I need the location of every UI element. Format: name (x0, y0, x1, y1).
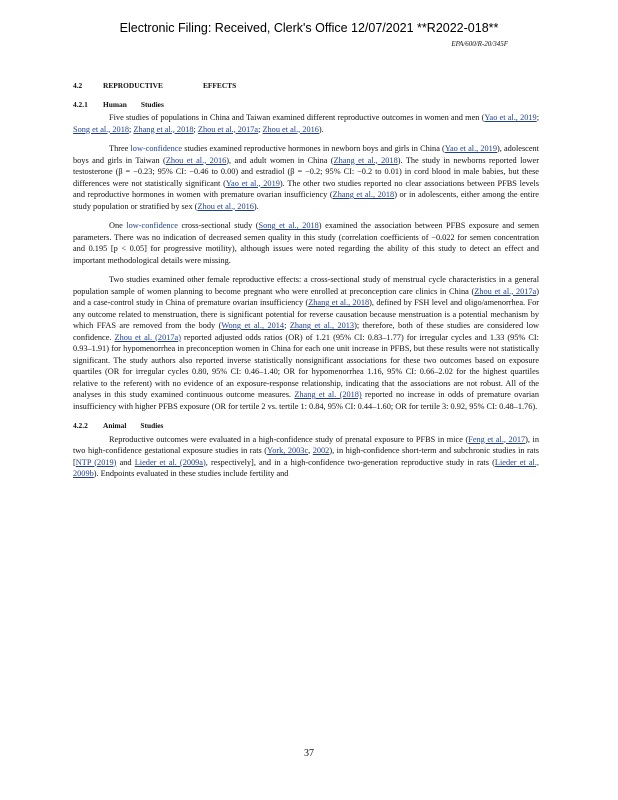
citation-link[interactable]: Lieder et al. (2009a) (134, 457, 206, 467)
citation-link[interactable]: Zhang et al., 2018 (332, 190, 395, 199)
citation-link[interactable]: Zhang et al., 2018 (133, 124, 194, 134)
citation-link[interactable]: Zhou et al., 2016 (262, 124, 319, 134)
citation-link[interactable]: Zhou et al., 2017a (474, 286, 537, 296)
citation-link[interactable]: Yao et al., 2019 (444, 144, 497, 153)
page-number: 37 (304, 748, 314, 759)
section-title: REPRODUCTIVE EFFECTS (103, 81, 237, 90)
paragraph-female-effects: Two studies examined other female reproductive effects: a cross-sectional study of menstrual cycle characteristics in a general population sample of women planning to become pregnant who were enrolled at preconception care clinics in China (Zhou et al., 2017a) and a case-control study in China of premature ovarian insufficiency (Zhang et al., 2018), defined by FSH level and oligo/amenorrhea. For any outcome related to menstruation, there is significant potential for reverse causation because menstruation is a potential mechanism by which FFAS are removed from the body (Wong et al., 2014; Zhang et al., 2013); therefore, both of these studies are considered low confidence. Zhou et al. (2017a) reported adjusted odds ratios (OR) of 1.21 (95% CI: 0.83–1.77) for irregular cycles and 1.33 (95% CI: 0.93–1.91) for hypomenorrhea in preconception women in China for each one unit increase in PFBS, but these results were not statistically significant. The study authors also reported inverse statistically nonsignificant associations for these two outcomes based on exposure quartiles (OR for irregular cycles 0.80, 95% CI: 0.46–1.40; OR for hypomenorrhea 1.16, 95% CI: 0.66–2.02 for the highest quartiles relative to the referent) with no evidence of an exposure-response relationship, indicating that the associations are not robust. All of the analyses in this study examined continuous outcome measures. Zhang et al. (2018) reported no increase in odds of premature ovarian insufficiency with higher PFBS exposure (OR for tertile 2 vs. tertile 1: 0.84, 95% CI: 0.44–1.60; OR for tertile 3: 0.92, 95% CI: 0.48–1.76). (73, 275, 539, 411)
citation-link[interactable]: Zhang et al., 2018 (308, 298, 370, 307)
paragraph-semen: One low-confidence cross-sectional study (Song et al., 2018) examined the association between PFBS exposure and semen parameters. There was no indication of decreased semen quality in this study (correlation coefficients of −0.022 for semen concentration and 0.195 [p < 0.05] for progressive motility), although issues were noted regarding the ability of this study to detect an effect and important methodological details were missing. (73, 221, 539, 265)
page-content (73, 80, 539, 480)
citation-link[interactable]: Zhang et al., 2013 (289, 321, 355, 330)
section-number: 4.2.2 (73, 421, 88, 430)
section-number: 4.2.1 (73, 99, 88, 109)
citation-link[interactable]: Zhou et al., 2016 (165, 155, 227, 165)
citation-link[interactable]: Feng et al., 2017 (468, 434, 526, 444)
citation-link[interactable]: Zhou et al., 2016 (197, 201, 254, 211)
section-heading-4-2-1 (73, 99, 539, 111)
citation-link[interactable]: York, 2003c (267, 446, 309, 455)
document-id: EPA/600/R-20/345F (451, 40, 508, 48)
citation-link[interactable]: Song et al., 2018 (258, 221, 319, 230)
citation-link[interactable]: Zhang et al., 2018 (333, 155, 398, 165)
section-number: 4.2 (73, 81, 83, 90)
citation-link[interactable]: Zhang et al. (2018) (294, 390, 362, 399)
citation-link[interactable]: 2002 (312, 446, 330, 455)
citation-link[interactable]: Song et al., 2018 (73, 124, 129, 134)
confidence-label: low-confidence (126, 221, 178, 230)
section-heading-4-2-2 (73, 420, 539, 432)
paragraph-hormones: Three low-confidence studies examined reproductive hormones in newborn boys and girls in China (Yao et al., 2019), adolescent boys and girls in Taiwan (Zhou et al., 2016), and adult women in China (Zhang et al., 2018). The study in newborns reported lower testosterone (β = −0.23; 95% CI: −0.46 to 0.00) and estradiol (β = −0.2; 95% CI: −0.2 to 0.01) in cord blood in male babies, but these differences were not statistically significant (Yao et al., 2019). The other two studies reported no clear associations between PFBS levels and reproductive hormones in women with premature ovarian insufficiency (Zhang et al., 2018) or in adolescents, either among the entire study population or stratified by sex (Zhou et al., 2016). (73, 144, 540, 211)
citation-link[interactable]: NTP (2019) (75, 457, 117, 467)
filing-stamp: Electronic Filing: Received, Clerk's Office 12/07/2021 **R2022-018** (119, 21, 499, 35)
citation-link[interactable]: Zhou et al., 2017a (197, 124, 259, 134)
section-title: Animal Studies (103, 421, 164, 430)
citation-link[interactable]: Lieder et al., 2009b (73, 457, 539, 478)
paragraph-human-overview: Five studies of populations in China and Taiwan examined different reproductive outcomes in women and men (Yao et al., 2019; Song et al., 2018; Zhang et al., 2018; Zhou et al., 2017a; Zhou et al., 2016). (73, 113, 539, 134)
citation-link[interactable]: Zhou et al. (2017a) (114, 332, 181, 342)
citation-link[interactable]: Wong et al., 2014 (221, 321, 285, 330)
citation-link[interactable]: Yao et al., 2019 (484, 113, 537, 122)
section-title: Human Studies (103, 99, 164, 109)
confidence-label: low-confidence (130, 144, 183, 153)
citation-link[interactable]: Yao et al., 2019 (225, 178, 280, 188)
section-heading-4-2 (73, 80, 539, 92)
paragraph-animal-studies: Reproductive outcomes were evaluated in a high-confidence study of prenatal exposure to PFBS in mice (Feng et al., 2017), in two high-confidence gestational exposure studies in rats (York, 2003c, 2002), in high-confidence short-term and subchronic studies in rats [NTP (2019) and Lieder et al. (2009a), respectively], and in a high-confidence two-generation reproductive study in rats (Lieder et al., 2009b). Endpoints evaluated in these studies include fertility and (73, 434, 540, 478)
